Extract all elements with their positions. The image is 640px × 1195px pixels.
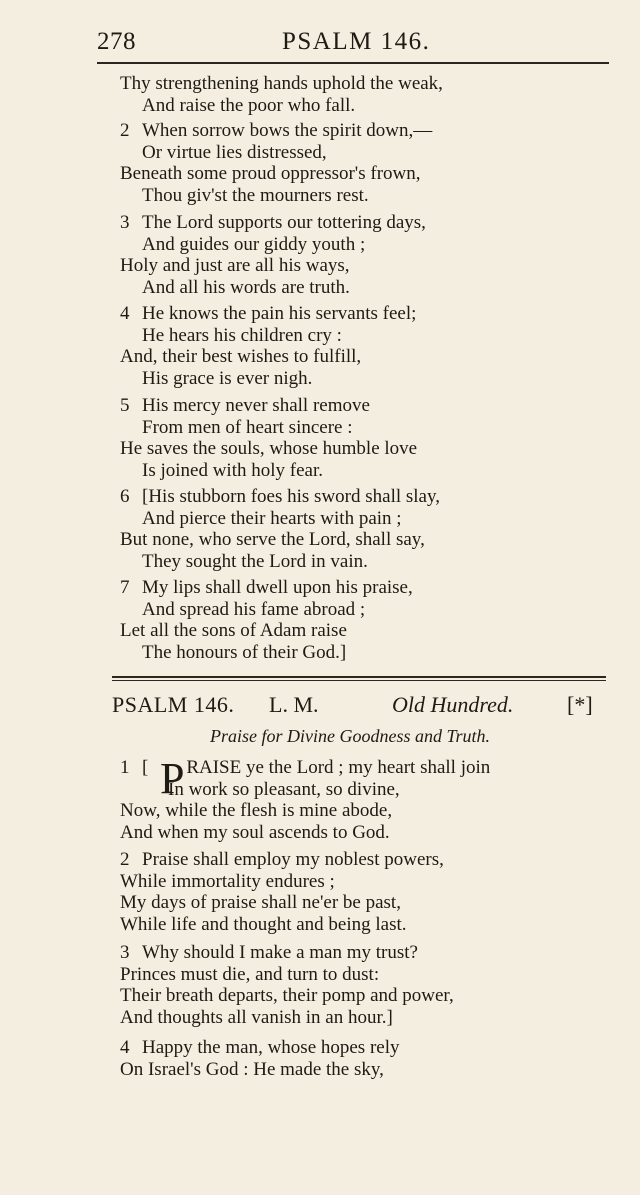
stanza-7 [120,577,610,663]
page-number: 278 [97,28,136,55]
stanza-number: 6 [120,486,130,507]
stanza-continuation-1 [120,73,610,116]
drop-cap: P [160,754,185,803]
verse-line: And guides our giddy youth ; [142,233,366,255]
psalm-meter: L. M. [269,692,319,717]
verse-line: He hears his children cry : [142,324,342,346]
stanza-number: 4 [120,303,130,324]
verse-line: His grace is ever nigh. [142,367,313,389]
verse-line: The Lord supports our tottering days, [142,212,426,233]
stanza-number: 2 [120,120,130,141]
psalm-subtitle [0,726,640,747]
psalm-stanza-2 [120,849,610,935]
verse-line: And when my soul ascends to God. [120,821,390,843]
stanza-6 [120,486,610,572]
verse-line: And pierce their hearts with pain ; [142,507,402,529]
stanza-number: 2 [120,849,130,870]
page-header [0,28,640,60]
psalm-heading [112,692,608,722]
verse-line: While immortality endures ; [120,870,335,892]
stanza-number: 5 [120,395,130,416]
verse-line: On Israel's God : He made the sky, [120,1058,384,1080]
stanza-2 [120,120,610,206]
verse-line: [His stubborn foes his sword shall slay, [142,486,440,507]
verse-line: Their breath departs, their pomp and power, [120,985,454,1006]
verse-line: Thou giv'st the mourners rest. [142,184,369,206]
verse-line: But none, who serve the Lord, shall say, [120,529,425,550]
verse-line: He knows the pain his servants feel; [142,303,417,324]
stanza-number: 7 [120,577,130,598]
verse-line: My days of praise shall ne'er be past, [120,892,401,913]
psalm-mark: [*] [567,692,593,717]
verse-line: His mercy never shall remove [142,395,370,416]
verse-line: Or virtue lies distressed, [142,141,327,163]
verse-line: The honours of their God.] [142,641,347,663]
verse-line: Now, while the flesh is mine abode, [120,800,393,821]
verse-line: While life and thought and being last. [120,913,407,935]
verse-line: In work so pleasant, so divine, [168,778,400,800]
verse-line: Let all the sons of Adam raise [120,620,347,641]
verse-line: Princes must die, and turn to dust: [120,963,380,985]
psalm-stanza-1 [120,754,610,843]
verse-line: And spread his fame abroad ; [142,598,366,620]
stanza-5 [120,395,610,481]
verse-line: When sorrow bows the spirit down,— [142,120,433,141]
verse-line: And thoughts all vanish in an hour.] [120,1006,393,1028]
stanza-number: 4 [120,1037,130,1058]
verse-line: From men of heart sincere : [142,416,353,438]
verse-line: Happy the man, whose hopes rely [142,1037,400,1058]
verse-line: My lips shall dwell upon his praise, [142,577,413,598]
stanza-number: 3 [120,942,130,963]
stanza-number: 3 [120,212,130,233]
running-title: PSALM 146. [282,28,431,55]
verse-line: He saves the souls, whose humble love [120,438,418,459]
bracket: [ [142,757,149,778]
verse-line: Why should I make a man my trust? [142,942,418,963]
section-divider [112,676,606,681]
verse-line: And all his words are truth. [142,276,350,298]
stanza-4 [120,303,610,389]
header-rule [97,62,609,64]
verse-line: Thy strengthening hands uphold the weak, [120,73,443,94]
verse-line: Is joined with holy fear. [142,459,323,481]
psalm-title: PSALM 146. [112,692,235,717]
verse-line: Holy and just are all his ways, [120,255,350,276]
verse-line: RAISE ye the Lord ; my heart shall join [186,757,491,778]
psalm-subtitle-text: Praise for Divine Goodness and Truth. [209,726,490,746]
verse-line: Beneath some proud oppressor's frown, [120,163,421,184]
psalm-stanza-4 [120,1037,610,1080]
verse-line: And raise the poor who fall. [142,94,356,116]
verse-line: And, their best wishes to fulfill, [120,346,362,367]
verse-line: They sought the Lord in vain. [142,550,368,572]
psalm-tune: Old Hundred. [392,692,514,717]
stanza-number: 1 [120,757,130,778]
verse-line: Praise shall employ my noblest powers, [142,849,444,870]
stanza-3 [120,212,610,298]
psalm-stanza-3 [120,942,610,1028]
